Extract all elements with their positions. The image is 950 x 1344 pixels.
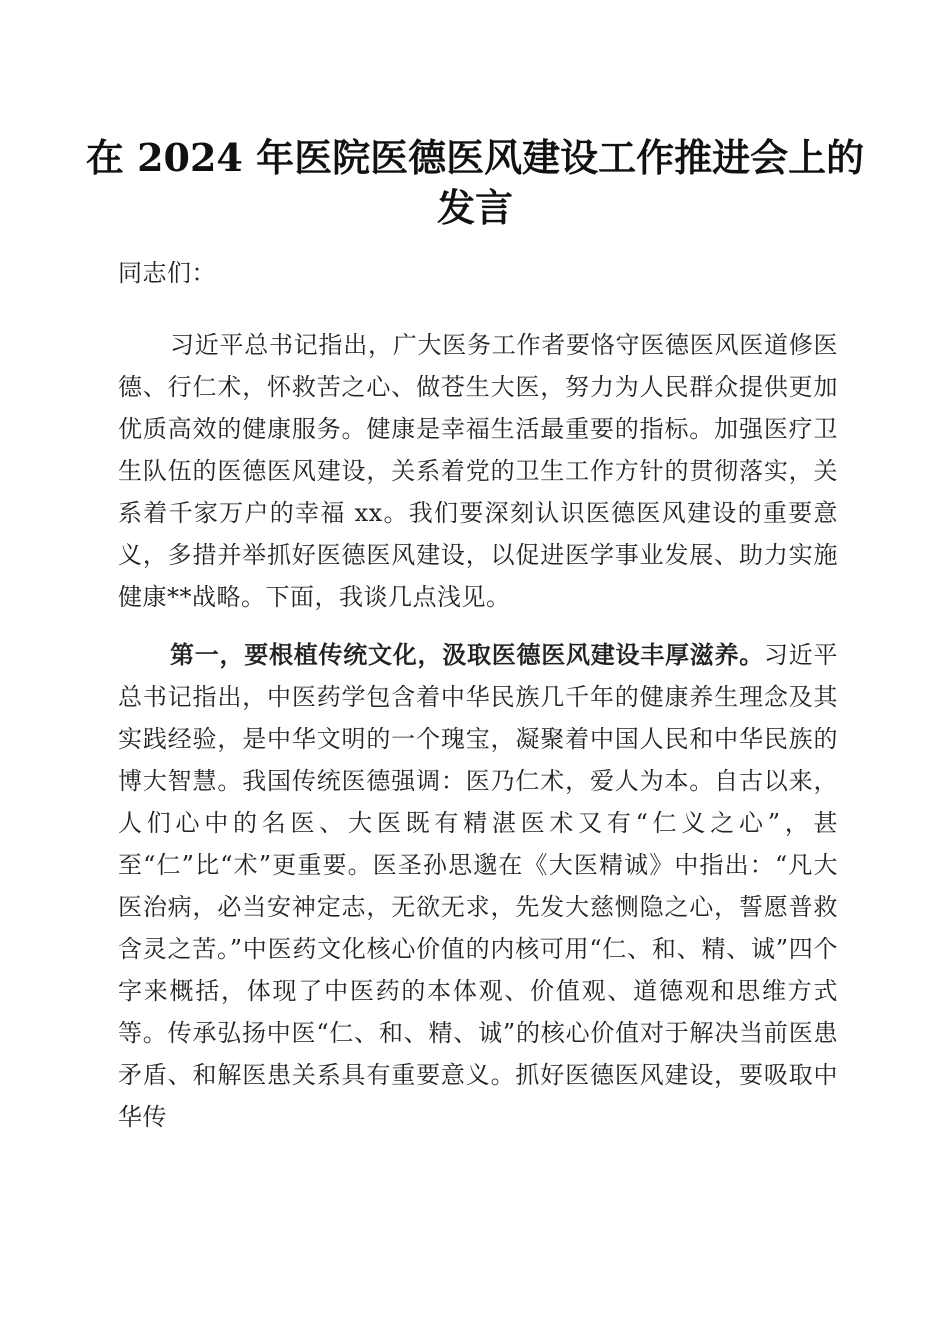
- paragraph-2-lead-sentence: 第一，要根植传统文化，汲取医德医风建设丰厚滋养。: [170, 640, 764, 669]
- salutation: 同志们：: [118, 259, 216, 287]
- paragraph-2-text: 习近平总书记指出，中医药学包含着中华民族几千年的健康养生理念及其实践经验，是中华文明的一个瑰宝，凝聚着中国人民和中华民族的博大智慧。我国传统医德强调：医乃仁术，爱人为本。自古以来，人们心中的名医、大医既有精湛医术又有“仁义之心”，甚至“仁”比“术”更重要。医圣孙思邈在《大医精诚》中指出：“凡大医治病，必当安神定志，无欲无求，先发大慈恻隐之心，誓愿普救含灵之苦。”中医药文化核心价值的内核可用“仁、和、精、诚”四个字来概括，体现了中医药的本体观、价值观、道德观和思维方式等。传承弘扬中医“仁、和、精、诚”的核心价值对于解决当前医患矛盾、和解医患关系具有重要意义。抓好医德医风建设，要吸取中华传: [118, 641, 838, 1131]
- paragraph-2: [118, 634, 838, 1138]
- paragraph-1: [118, 324, 838, 618]
- document-title-line-2: 发言: [436, 185, 513, 230]
- paragraph-1-text: 习近平总书记指出，广大医务工作者要恪守医德医风医道修医德、行仁术，怀救苦之心、做苍生大医，努力为人民群众提供更加优质高效的健康服务。健康是幸福生活最重要的指标。加强医疗卫生队伍的医德医风建设，关系着党的卫生工作方针的贯彻落实，关系着千家万户的幸福 xx。我们要深刻认识医德医风建设的重要意义，多措并举抓好医德医风建设，以促进医学事业发展、助力实施健康**战略。下面，我谈几点浅见。: [118, 331, 838, 611]
- document-title-line-1: 在 2024 年医院医德医风建设工作推进会上的: [85, 135, 865, 180]
